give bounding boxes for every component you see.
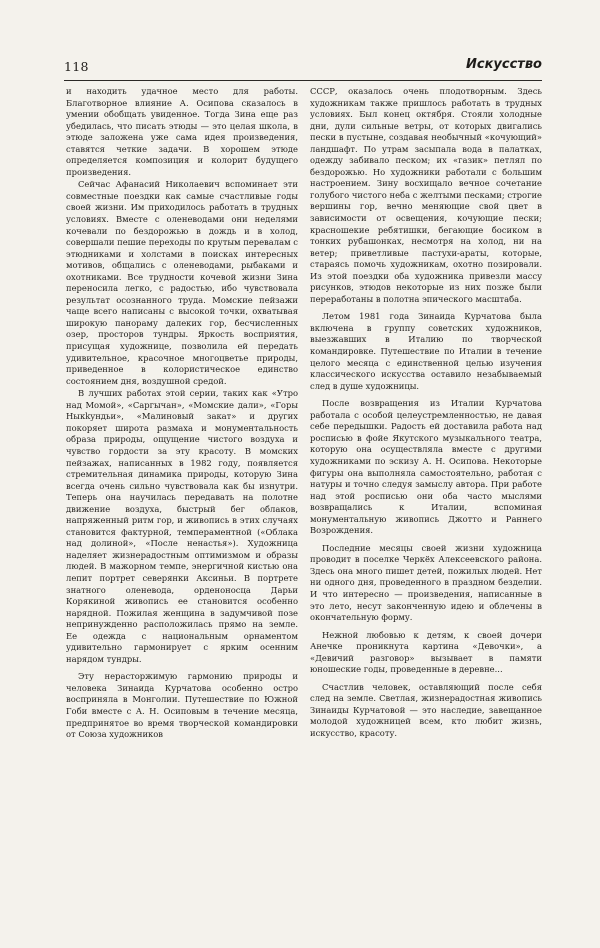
- paragraph: Сейчас Афанасий Николаевич вспоминает эти совместные поездки как самые счастливые годы своей жизни. Им приходилось работать в трудных условиях. Вместе с оленеводами они неделями кочевали по бездорожью в дождь и в холод, совершали пешие переходы по крутым перевалам с этюдниками и холстами в поисках интересных мотивов, общались с оленеводами, рыбаками и охотниками. Все трудности кочевой жизни Зина переносила легко, с радостью, ибо чувствовала результат осознанного труда. Момские пейзажи чаще всего написаны с высокой точки, охватывая широкую панораму далеких гор, бесчисленных озер, просторов тундры. Яркость восприятия, присущая художнице, позволила ей передать удивительное, красочное многоцветье природы, приведенное в колористическое единство состоянием дня, воздушной средой.: [66, 179, 298, 386]
- paragraph: Нежной любовью к детям, к своей дочери Анечке проникнута картина «Девочки», а «Девичий разговор» вызывает в памяти юношеские годы, проведенные в деревне...: [310, 629, 542, 675]
- paragraph: и находить удачное место для работы. Благотворное влияние А. Осипова сказалось в умении обобщать увиденное. Тогда Зина еще раз убедилась, что писать этюды — это целая школа, в этюде заложена уже сама идея произведения, ставятся четкие задачи. В хорошем этюде определяется композиция и колорит будущего произведения.: [66, 86, 298, 177]
- header-rule: [64, 80, 542, 81]
- section-title: Искусство: [466, 57, 542, 72]
- paragraph: Последние месяцы своей жизни художница проводит в поселке Черкёх Алексеевского района. Здесь она много пишет детей, пожилых людей. Нет ни одного дня, проведенного в праздном безделии. И что интересно — произведения, написанные в это лето, несут законченную идею и облечены в окончательную форму.: [310, 542, 542, 623]
- right-column: [310, 86, 542, 906]
- paragraph: В лучших работах этой серии, таких как «Утро над Момой», «Саргычан», «Момские дали», «Горы Ныкkундьи», «Малиновый закат» и других покоряет широта размаха и монументальность образа природы, ощущение чистого воздуха и чувство гордости за эту красоту. В момских пейзажах, написанных в 1982 году, появляется стремительная динамика природы, которую Зина всегда очень сильно чувствовала как бы изнутри. Теперь она научилась передавать на полотне движение воздуха, быстрый бег облаков, напряженный ритм гор, и живопись в этих случаях становится фактурной, темпераментной («Облака над долиной», «После ненастья»). Художница наделяет жизнерадостным оптимизмом и образы людей. В мажорном темпе, энергичной кистью она лепит портрет северянки Аксиньи. В портрете знатного оленевода, орденоносца Дарьи Корякиной живопись ее становится особенно нарядной. Пожилая женщина в задумчивой позе непринужденно расположилась прямо на земле. Ее одежда с национальным орнаментом удивительно гармонирует с ярким осенним нарядом тундры.: [66, 388, 298, 664]
- page-header: [64, 55, 542, 79]
- paragraph: СССР, оказалось очень плодотворным. Здесь художникам также пришлось работать в трудных условиях. Был конец октября. Стояли холодные дни, дули сильные ветры, от которых двигались пески в пустыне, создавая необычный «кочующий» ландшафт. По утрам засыпала вода в палатках, одежду забивало песком; их «газик» петлял по бездорожью. Но художники работали с большим настроением. Зину восхищало вечное сочетание голубого чистого неба с желтыми песками; строгие вершины гор, вечно меняющие свой цвет в зависимости от освещения, кочующие пески; красношекие ребятишки, бегающие босиком в тонких рубашонках, несмотря на холод, ни на ветер; приветливые пастухи-араты, которые, стараясь помочь художникам, охотно позировали. Из этой поездки оба художника привезли массу рисунков, этюдов некоторые из них позже были переработаны в полотна эпического масштаба.: [310, 86, 542, 304]
- paragraph: После возвращения из Италии Курчатова работала с особой целеустремленностью, не давая себе передышки. Радость ей доставила работа над росписью в фойе Якутского музыкального театра, которую она осуществляла вместе с другими художниками по эскизу А. Н. Осипова. Некоторые фигуры она выполняла самостоятельно, работая с натуры и точно следуя замыслу автора. При работе над этой росписью они оба часто мыслями возвращались к Италии, вспоминая монументальную живопись Джотто и Раннего Возрождения.: [310, 398, 542, 536]
- left-column: [66, 86, 298, 906]
- page-number: 118: [64, 59, 89, 74]
- paragraph: Эту нерасторжимую гармонию природы и человека Зинаида Курчатова особенно остро восприняла в Монголии. Путешествие по Южной Гоби вместе с А. Н. Осиповым в течение месяца, предпринятое во время творческой командировки от Союза художников: [66, 671, 298, 740]
- paragraph: Летом 1981 года Зинаида Курчатова была включена в группу советских художников, выезжавших в Италию по творческой командировке. Путешествие по Италии в течение целого месяца с единственной целью изучения классического искусства оставило незабываемый след в душе художницы.: [310, 311, 542, 391]
- paragraph: Счастлив человек, оставляющий после себя след на земле. Светлая, жизнерадостная живопись Зинаиды Курчатовой — это наследие, завещанное молодой художницей всем, кто любит жизнь, искусство, красоту.: [310, 681, 542, 738]
